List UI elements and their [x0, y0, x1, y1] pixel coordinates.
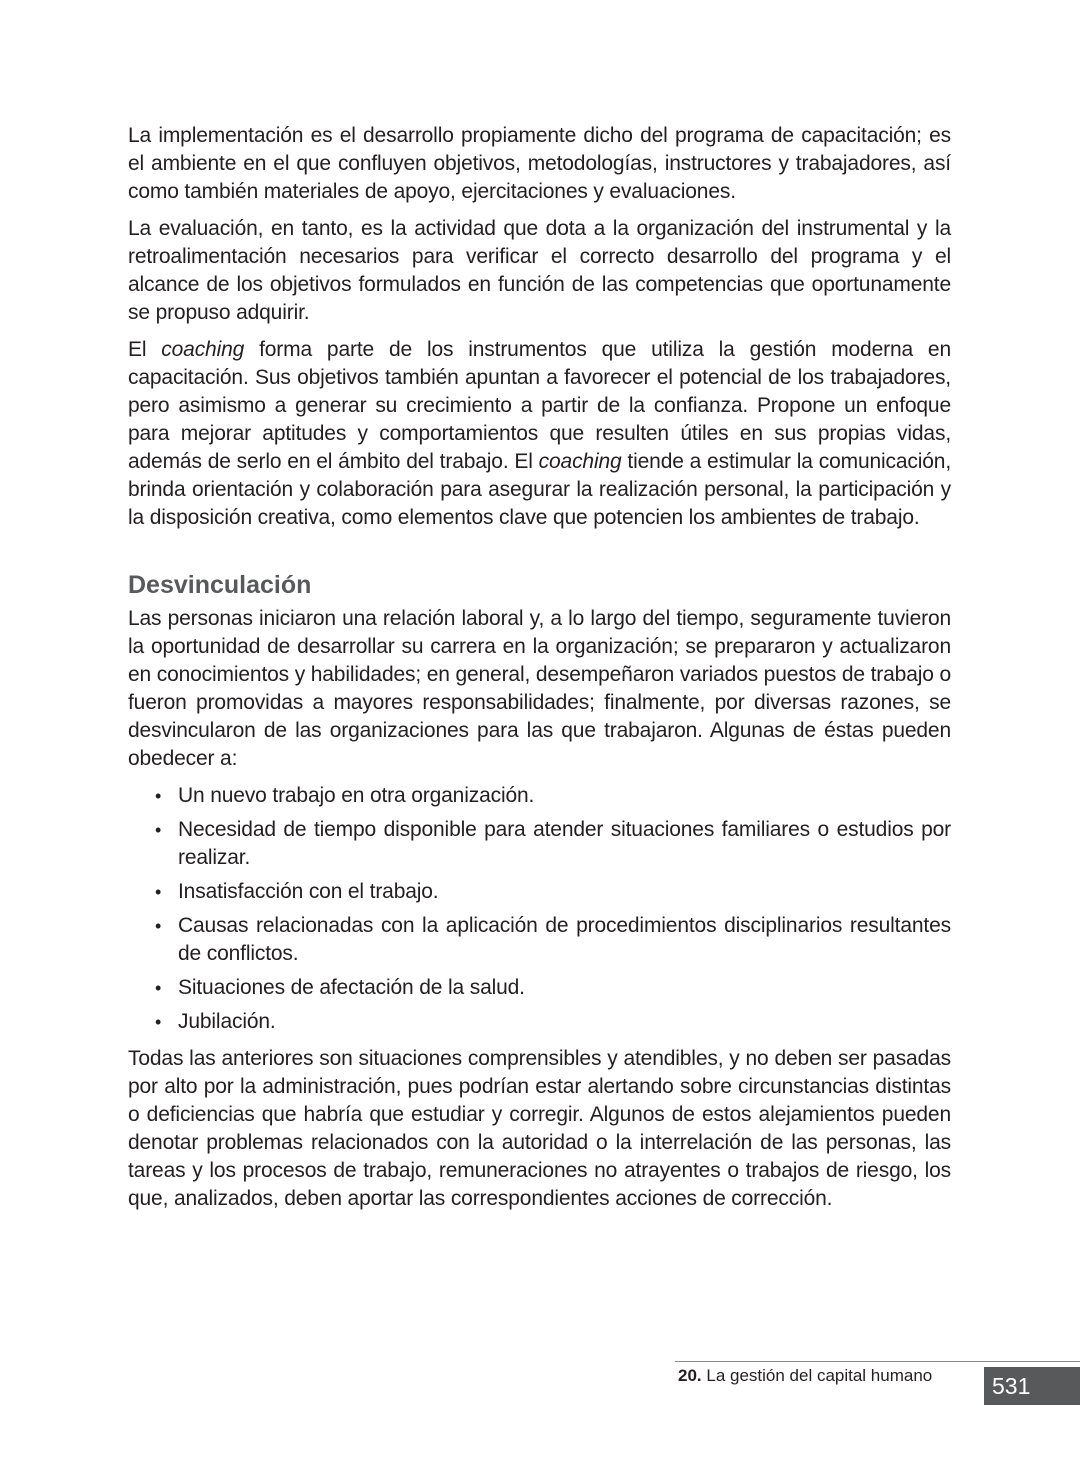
- list-item: [128, 878, 951, 906]
- page-number-badge: [984, 1367, 1080, 1405]
- bullet-icon: •: [155, 978, 162, 998]
- paragraph-text: Las personas iniciaron una relación laboral y, a lo largo del tiempo, seguramente tuvieron la oportunidad de desarrollar su carrera en la organización; se prepararon y actualizaron en conocimientos y habilidades; en general, desempeñaron variados puestos de trabajo o fueron promovidas a mayores responsabilidades; finalmente, por diversas razones, se desvincularon de las organizaciones para las que trabajaron. Algunas de éstas pueden obedecer a:: [128, 607, 951, 770]
- chapter-number: 20.: [678, 1366, 702, 1385]
- list-item: [128, 912, 951, 968]
- paragraph-closing: [128, 1045, 951, 1213]
- paragraph-text: Todas las anteriores son situaciones comprensibles y atendibles, y no deben ser pasadas por alto por la administración, pues podrían estar alertando sobre circunstancias distintas o deficiencias que habría que estudiar y corregir. Algunos de estos alejamientos pueden denotar problemas relacionados con la autoridad o la interrelación de las personas, las tareas y los procesos de trabajo, remuneraciones no atrayentes o trabajos de riesgo, los que, analizados, deben aportar las correspondientes acciones de corrección.: [128, 1047, 951, 1210]
- paragraph-text: forma parte de los instrumentos que utiliza la gestión moderna en capacitación. Sus objetivos también apuntan a favorecer el potencial de los trabajadores, pero asimismo a generar su crecimiento a partir de la confianza. Propone un enfoque para mejorar aptitudes y comportamientos que resulten útiles en sus propias vidas, además de serlo en el ámbito del trabajo. El: [128, 338, 951, 473]
- page-number: 531: [992, 1373, 1031, 1399]
- paragraph-text: La implementación es el desarrollo propiamente dicho del programa de capacitación; es el ambiente en el que confluyen objetivos, metodologías, instructores y trabajadores, así como también materiales de apoyo, ejercitaciones y evaluaciones.: [128, 124, 951, 203]
- paragraph-text: El: [128, 338, 162, 361]
- list-item-text: Jubilación.: [178, 1010, 276, 1033]
- list-item-text: Necesidad de tiempo disponible para atender situaciones familiares o estudios por realizar.: [178, 818, 951, 869]
- list-item-text: Insatisfacción con el trabajo.: [178, 880, 439, 903]
- bullet-icon: •: [155, 882, 162, 902]
- paragraph-text: tiende a estimular la comunicación, brinda orientación y colaboración para asegurar la realización personal, la participación y la disposición creativa, como elementos clave que potencien los ambientes de trabajo.: [128, 450, 952, 529]
- section-heading: Desvinculación: [128, 571, 312, 599]
- bullet-icon: •: [155, 820, 162, 840]
- list-item-text: Un nuevo trabajo en otra organización.: [178, 784, 535, 807]
- paragraph-evaluacion: [128, 215, 951, 327]
- paragraph-text: La evaluación, en tanto, es la actividad que dota a la organización del instrumental y la retroalimentación necesarios para verificar el correcto desarrollo del programa y el alcance de los objetivos formulados en función de las competencias que oportunamente se propuso adquirir.: [128, 217, 951, 324]
- italic-term: coaching: [161, 338, 245, 361]
- chapter-title: La gestión del capital humano: [701, 1366, 933, 1385]
- list-item: [128, 974, 951, 1002]
- list-item: [128, 816, 951, 872]
- list-item: [128, 1008, 951, 1036]
- running-footer: [678, 1366, 932, 1386]
- paragraph-desvinculacion-intro: [128, 605, 951, 773]
- reasons-list: [128, 782, 951, 1036]
- list-item-text: Situaciones de afectación de la salud.: [178, 976, 525, 999]
- list-item-text: Causas relacionadas con la aplicación de procedimientos disciplinarios resultantes de conflictos.: [178, 914, 951, 965]
- bullet-icon: •: [155, 916, 162, 936]
- italic-term: coaching: [538, 450, 622, 473]
- list-item: [128, 782, 951, 810]
- page-body: [128, 122, 951, 1222]
- bullet-icon: •: [155, 1012, 162, 1032]
- footer-divider: [675, 1361, 1080, 1362]
- paragraph-implementacion: [128, 122, 951, 206]
- paragraph-coaching: [128, 336, 951, 532]
- page-footer: [675, 1361, 1080, 1407]
- bullet-icon: •: [155, 786, 162, 806]
